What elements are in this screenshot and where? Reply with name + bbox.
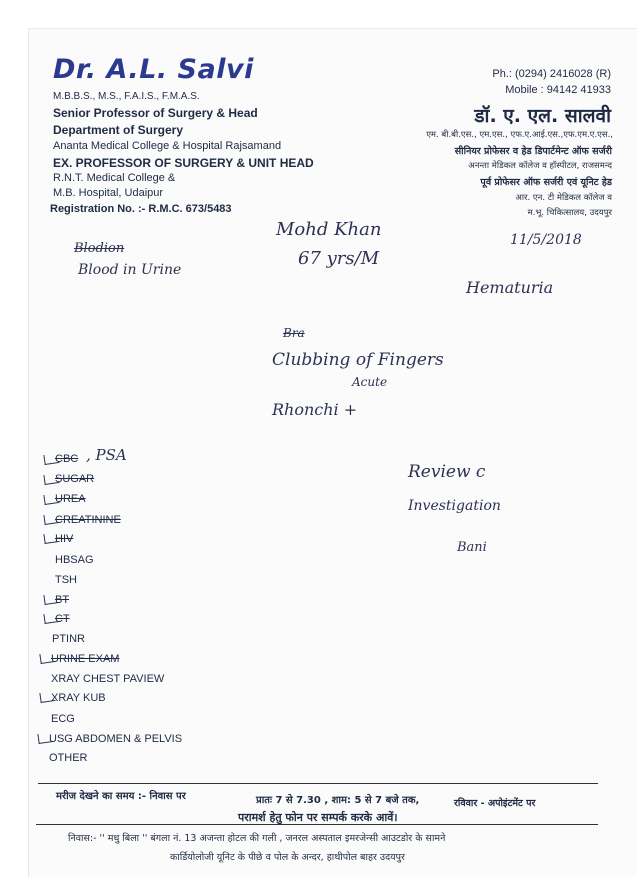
phone-number: Ph.: (0294) 2416028 (R) <box>492 68 611 80</box>
college-name: Ananta Medical College & Hospital Rajsamand <box>53 140 282 152</box>
investigation-item: OTHER <box>49 752 88 764</box>
investigation-item: UREA <box>55 493 86 505</box>
footer-rule-bottom <box>36 824 598 825</box>
investigation-item: CT <box>55 613 70 625</box>
tick-mark <box>43 513 59 525</box>
degrees-hindi: एम. बी.बी.एस., एम.एस., एफ.ए.आई.एस.,एफ.एम.ए.एस., <box>426 130 613 140</box>
tick-mark <box>43 473 59 485</box>
finding-clubbing: Clubbing of Fingers <box>272 350 444 370</box>
investigation-item: USG ABDOMEN & PELVIS <box>49 733 183 745</box>
doctor-signature: Bani <box>457 540 487 555</box>
college-hindi: अनन्ता मेडिकल कॉलेज व हॉस्पीटल, राजसमन्द <box>468 161 612 171</box>
tick-mark <box>43 493 59 505</box>
address-line-1: निवास:- '' मधु बिला '' बंगला नं. 13 अजन्ता होटल की गली , जनरल अस्पताल इमरजेन्सी आउटडोर के सामने <box>68 833 446 844</box>
tick-mark <box>39 691 55 703</box>
doctor-name: Dr. A.L. Salvi <box>53 54 254 85</box>
visit-date: 11/5/2018 <box>510 232 582 248</box>
tick-mark <box>43 612 59 624</box>
finding-struck: Bra <box>283 326 305 340</box>
ex-title: EX. PROFESSOR OF SURGERY & UNIT HEAD <box>53 156 314 170</box>
tick-mark <box>37 732 53 744</box>
address-line-2: कार्डियोलोजी यूनिट के पीछे व पोल के अन्दर, हाथीपोल बाहर उदयपुर <box>170 852 405 863</box>
investigation-item: XRAY CHEST PAVIEW <box>51 673 165 685</box>
chief-complaint: Blood in Urine <box>78 262 182 278</box>
investigation-item: PTINR <box>52 633 85 645</box>
investigation-item: XRAY KUB <box>51 692 106 704</box>
registration-number: Registration No. :- R.M.C. 673/5483 <box>50 203 232 215</box>
investigation-item: SUGAR <box>55 473 95 485</box>
mobile-number: Mobile : 94142 41933 <box>505 84 611 96</box>
ex-title-hindi: पूर्व प्रोफेसर ऑफ सर्जरी एवं यूनिट हेड <box>480 177 612 188</box>
title-line-2: Department of Surgery <box>53 123 184 137</box>
psa-note: , PSA <box>86 446 127 464</box>
tick-mark <box>43 593 59 605</box>
investigation-item: TSH <box>55 574 77 586</box>
sunday-timing: रविवार - अपोइंटमेंट पर <box>454 798 536 809</box>
timing-main: प्रातः 7 से 7.30 , शाम: 5 से 7 बजे तक, <box>256 795 420 806</box>
tick-mark <box>39 652 55 664</box>
degrees: M.B.B.S., M.S., F.A.I.S., F.M.A.S. <box>53 91 200 102</box>
footer-rule-top <box>38 783 598 784</box>
title-hindi: सीनियर प्रोफेसर व हेड डिपार्टमेन्ट ऑफ सर्जरी <box>454 146 612 157</box>
plan-review: Review c <box>408 462 486 482</box>
tick-mark <box>43 453 59 465</box>
patient-name: Mohd Khan <box>276 219 382 240</box>
timing-label: मरीज देखने का समय :- निवास पर <box>56 791 186 802</box>
mb-hospital: M.B. Hospital, Udaipur <box>53 187 164 199</box>
investigation-item: BT <box>55 594 70 606</box>
complaint-struck: Blodion <box>74 241 125 256</box>
patient-age: 67 yrs/M <box>298 248 380 269</box>
doctor-name-hindi: डॉ. ए. एल. सालवी <box>474 105 611 127</box>
investigation-item: CBC <box>55 453 79 465</box>
plan-investigation: Investigation <box>408 498 501 514</box>
investigation-item: HBSAG <box>55 554 94 566</box>
tick-mark <box>43 532 59 544</box>
finding-acute: Acute <box>352 375 388 389</box>
rnt-college: R.N.T. Medical College & <box>53 172 176 184</box>
rnt-hindi: आर. एन. टी मेडिकल कॉलेज व <box>515 193 612 203</box>
contact-note: परामर्श हेतु फोन पर सम्पर्क करके आवें। <box>238 811 398 824</box>
investigation-item: URINE EXAM <box>51 653 120 665</box>
investigation-item: CREATININE <box>55 514 121 526</box>
mb-hindi: म.भू. चिकित्सालय, उदयपुर <box>527 208 612 218</box>
diagnosis: Hematuria <box>466 278 554 297</box>
investigation-item: ECG <box>51 713 75 725</box>
title-line-1: Senior Professor of Surgery & Head <box>53 106 258 120</box>
investigation-item: HIV <box>55 533 74 545</box>
finding-rhonchi: Rhonchi + <box>272 400 358 419</box>
